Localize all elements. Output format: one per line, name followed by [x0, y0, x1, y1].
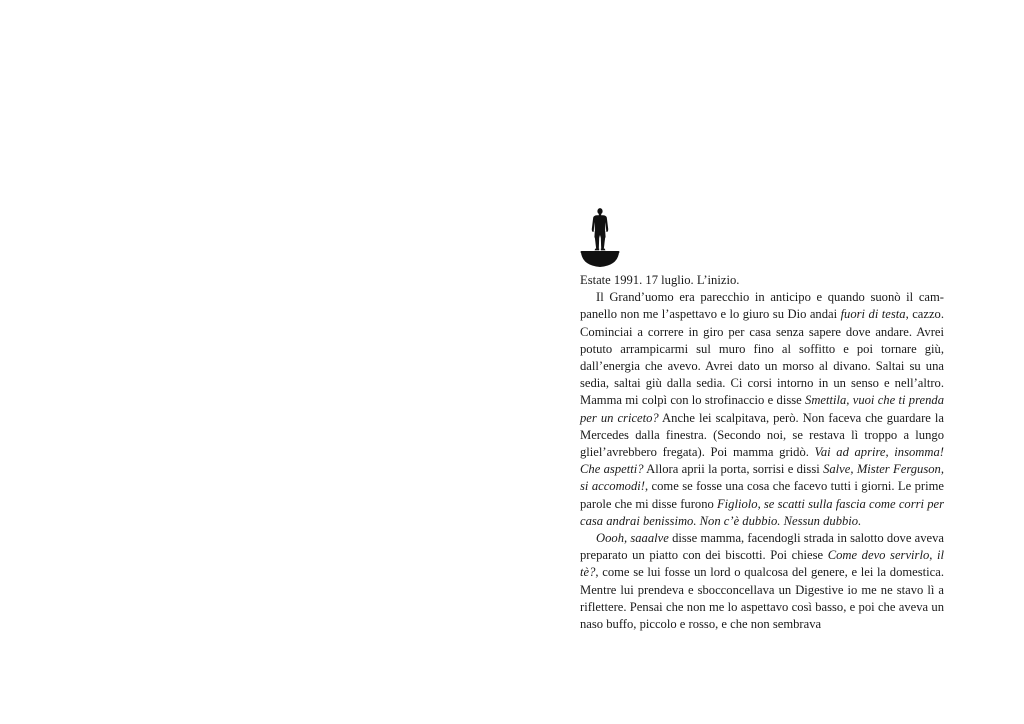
- right-page: [512, 0, 1024, 724]
- body-text: Allora aprii la porta, sorrisi e dissi: [643, 462, 824, 477]
- body-text: , come se fosse una cosa che facevo tutti i giorni. Le prime parole che mi disse furono: [580, 479, 944, 511]
- chapter-text: [580, 272, 944, 633]
- paragraph: [580, 530, 944, 633]
- italic-text: Vai ad aprire, insomma! Che aspetti?: [580, 445, 944, 477]
- body-text: Il Grand’uomo era parecchio in anticipo e quando suonò il campanello non me l’aspettavo e lo giuro su Dio andai: [580, 290, 944, 322]
- italic-text: Smettila, vuoi che ti prenda per un criceto?: [580, 393, 944, 425]
- italic-text: Come devo servirlo, il tè?: [580, 548, 944, 580]
- italic-text: Salve, Mister Ferguson, si accomodi!: [580, 462, 944, 494]
- body-text: Estate 1991. 17 luglio. L’inizio.: [580, 273, 740, 287]
- italic-text: Figliolo, se scatti sulla fascia come corri per casa andrai benissimo. Non c’è dubbio. Nessun dubbio.: [580, 496, 944, 528]
- paragraph: [580, 272, 944, 289]
- body-text: , come se lui fosse un lord o qualcosa del genere, e lei la domestica. Mentre lui prendeva e sbocconcellava un Digestive io me ne stavo lì a riflettere. Pensai che non me lo aspettavo così basso, e poi che aveva un naso buffo, piccolo e rosso, e che non sembrava: [580, 565, 944, 632]
- paragraph: [580, 289, 944, 530]
- subbuteo-player-icon: [580, 207, 620, 269]
- italic-text: Oooh, saaalve: [596, 531, 669, 546]
- body-text: , cazzo. Cominciai a correre in giro per casa senza sapere dove andare. Avrei potuto arrampicarmi sul muro fino al soffitto e poi tornare giù, dall’energia che avevo. Avrei dato un morso al divano. Saltai su una sedia, saltai giù dalla sedia. Ci corsi intorno in un senso e nell’altro. Mamma mi colpì con lo strofinaccio e disse: [580, 307, 944, 408]
- body-text: Anche lei scalpitava, però. Non faceva che guardare la Mercedes dalla finestra. (Secondo noi, se restava lì troppo a lungo gliel’avrebbero fregata). Poi mamma gridò.: [580, 410, 944, 460]
- body-text: disse mamma, facendogli strada in salotto dove aveva preparato un piatto con dei biscotti. Poi chiese: [580, 531, 944, 563]
- italic-text: fuori di testa: [840, 307, 906, 322]
